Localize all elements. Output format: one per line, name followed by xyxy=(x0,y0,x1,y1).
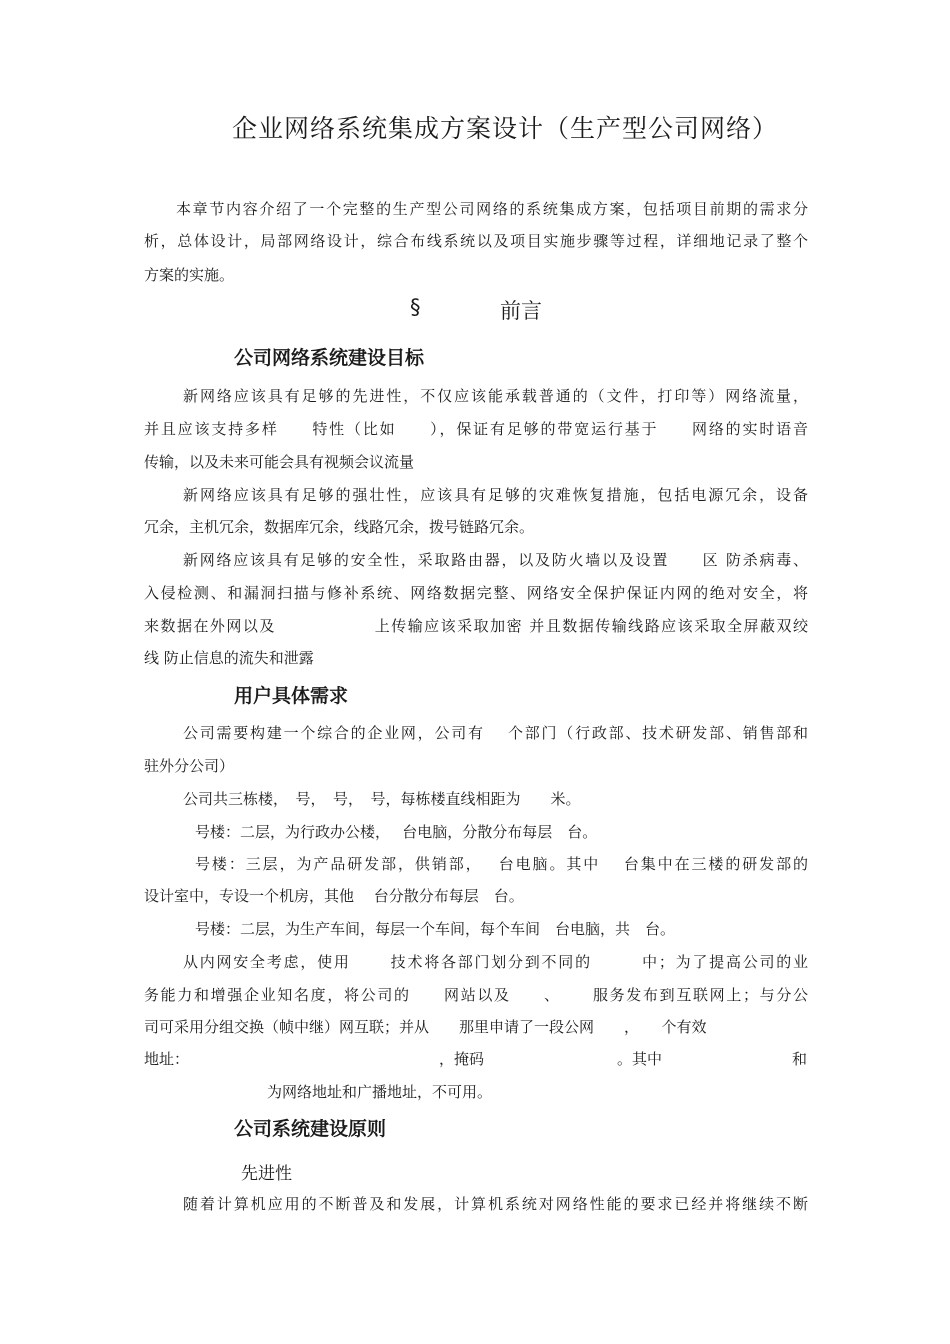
goal-line: 线 防止信息的流失和泄露 xyxy=(144,649,314,667)
heading-goal: 公司网络系统建设目标 xyxy=(234,347,425,369)
intro-line: 本章节内容介绍了一个完整的生产型公司网络的系统集成方案，包括项目前期的需求分 xyxy=(176,200,808,218)
section-symbol: § xyxy=(410,295,421,319)
req-line: 号楼：二层，为生产车间，每层一个车间，每个车间 台电脑，共 台。 xyxy=(195,920,676,938)
goal-line: 并且应该支持多样 特性（比如 ），保证有足够的带宽运行基于 网络的实时语音 xyxy=(144,420,808,438)
goal-line: 冗余，主机冗余，数据库冗余，线路冗余，拨号链路冗余。 xyxy=(144,518,535,536)
goal-line: 传输，以及未来可能会具有视频会议流量 xyxy=(144,453,415,471)
document-title: 企业网络系统集成方案设计（生产型公司网络） xyxy=(232,114,779,143)
intro-line: 析，总体设计，局部网络设计，综合布线系统以及项目实施步骤等过程，详细地记录了整个 xyxy=(144,232,808,250)
section-title: 前言 xyxy=(500,299,542,323)
req-line: ，掩码 xyxy=(439,1050,485,1068)
req-line: 为网络地址和广播地址，不可用。 xyxy=(267,1083,493,1101)
req-line: 地址： xyxy=(144,1050,190,1068)
intro-line: 方案的实施。 xyxy=(144,266,235,284)
goal-line: 来数据在外网以及 上传输应该采取加密 并且数据传输线路应该采取全屏蔽双绞 xyxy=(144,617,808,635)
req-line: 号楼：三层，为产品研发部，供销部， 台电脑。其中 台集中在三楼的研发部的 xyxy=(195,855,808,873)
heading-requirements: 用户具体需求 xyxy=(234,685,349,707)
req-line: 司可采用分组交换（帧中继）网互联；并从 那里申请了一段公网 ， 个有效 xyxy=(144,1018,707,1036)
req-line: 公司需要构建一个综合的企业网，公司有 个部门（行政部、技术研发部、销售部和 xyxy=(183,724,808,742)
goal-line: 入侵检测、和漏洞扫描与修补系统、网络数据完整、网络安全保护保证内网的绝对安全，将 xyxy=(144,584,808,602)
req-line: 号楼：二层，为行政办公楼， 台电脑，分散分布每层 台。 xyxy=(195,823,598,841)
goal-line: 新网络应该具有足够的先进性，不仅应该能承载普通的（文件，打印等）网络流量， xyxy=(183,387,808,405)
heading-principle: 公司系统建设原则 xyxy=(234,1118,387,1140)
req-line: 务能力和增强企业知名度，将公司的 网站以及 、 服务发布到互联网上；与分公 xyxy=(144,986,808,1004)
req-line: 公司共三栋楼， 号， 号， 号，每栋楼直线相距为 米。 xyxy=(183,790,581,808)
heading-advanced: 先进性 xyxy=(241,1164,292,1184)
goal-line: 新网络应该具有足够的强壮性，应该具有足够的灾难恢复措施，包括电源冗余，设备 xyxy=(183,486,808,504)
req-line: 。其中 xyxy=(617,1050,663,1068)
req-line: 和 xyxy=(792,1050,808,1068)
req-line: 驻外分公司） xyxy=(144,757,235,775)
req-line: 设计室中，专设一个机房，其他 台分散分布每层 台。 xyxy=(144,887,524,905)
req-line: 从内网安全考虑，使用 技术将各部门划分到不同的 中；为了提高公司的业 xyxy=(183,953,808,971)
advanced-line: 随着计算机应用的不断普及和发展，计算机系统对网络性能的要求已经并将继续不断 xyxy=(183,1195,808,1213)
goal-line: 新网络应该具有足够的安全性，采取路由器，以及防火墙以及设置 区 防杀病毒、 xyxy=(183,551,808,569)
